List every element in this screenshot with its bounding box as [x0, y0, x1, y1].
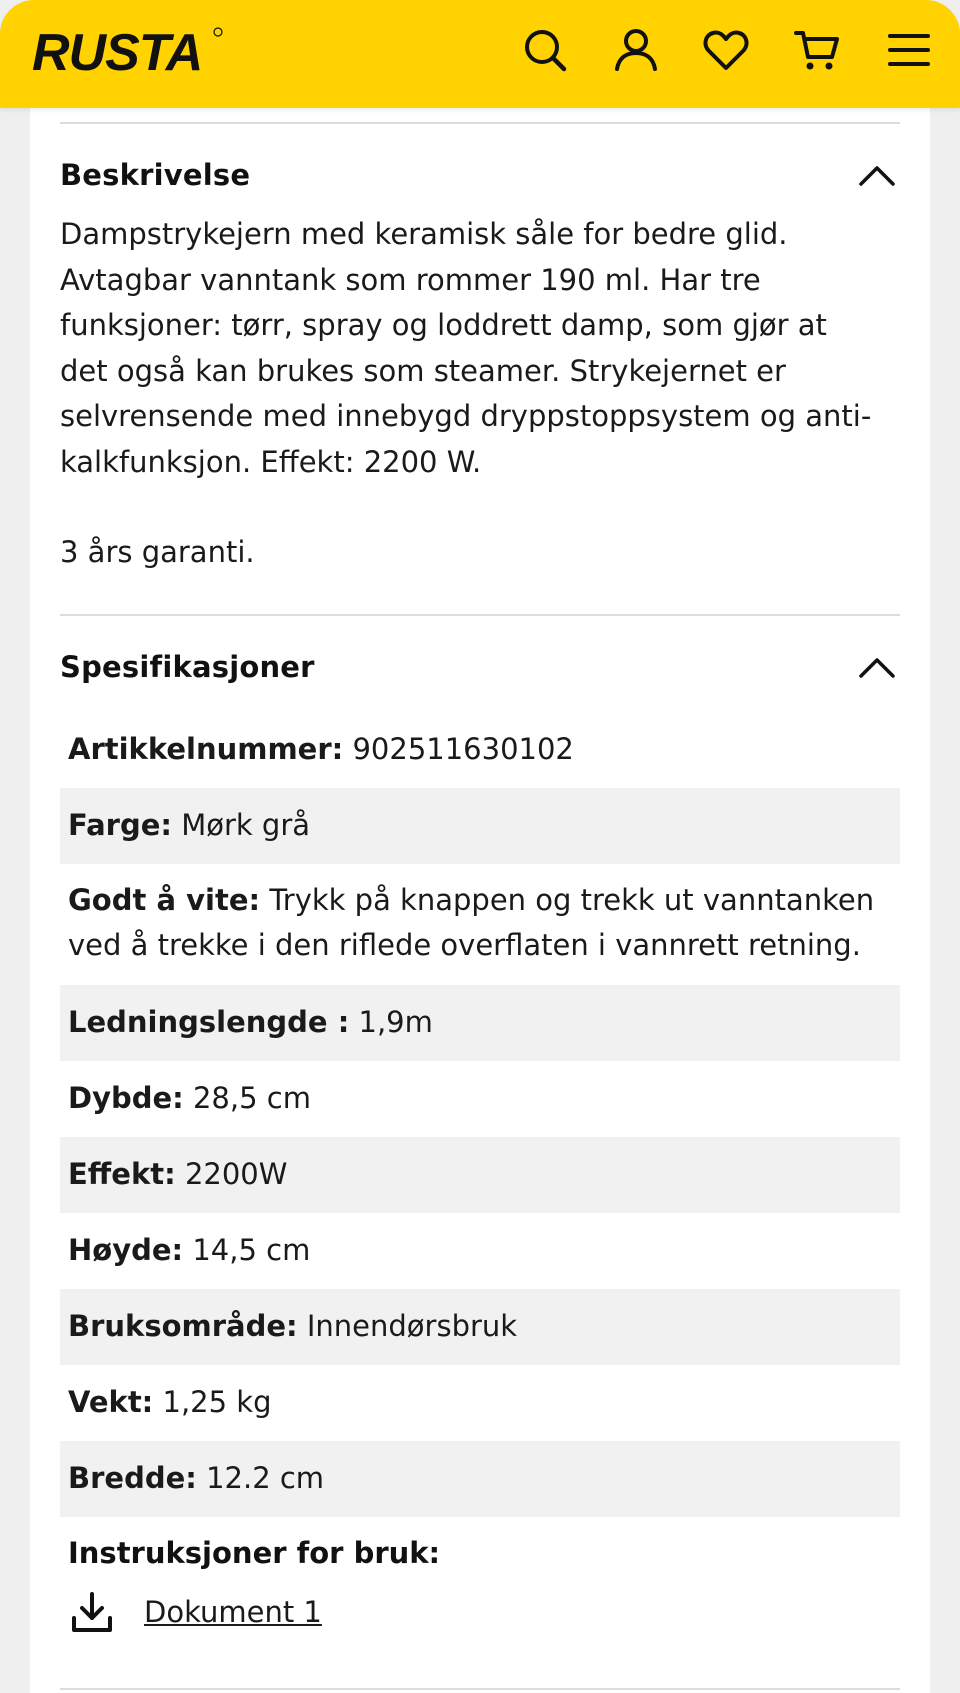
spec-row [60, 1213, 900, 1289]
specifications-list [60, 712, 900, 1640]
spec-value: 2200W [184, 1156, 288, 1191]
chevron-up-icon[interactable] [858, 648, 896, 686]
site-header [0, 0, 960, 108]
accordion-description-header[interactable] [60, 124, 900, 228]
instructions-label: Instruksjoner for bruk: [68, 1535, 441, 1570]
spec-value: 28,5 cm [192, 1080, 311, 1115]
description-text: Dampstrykejern med keramisk såle for bedre glid. Avtagbar vanntank som rommer 190 ml. Har tre funksjoner: tørr, spray og loddrett damp, som gjør at det også kan brukes som steamer. Strykejernet er selvrensende med innebygd dryppstoppsystem og anti-kalkfunksjon. Effekt: 2200 W. [60, 217, 872, 479]
user-icon[interactable] [613, 27, 659, 73]
svg-text:RUSTA: RUSTA [32, 24, 203, 78]
spec-label: Effekt: [68, 1156, 176, 1191]
spec-label: Godt å vite: [68, 882, 261, 917]
chevron-up-icon[interactable] [858, 156, 896, 194]
product-details [60, 122, 900, 1640]
spec-label: Bruksområde: [68, 1308, 298, 1343]
spec-label: Høyde: [68, 1232, 184, 1267]
heart-icon[interactable] [703, 27, 749, 73]
spec-label: Ledningslengde : [68, 1004, 350, 1039]
divider [60, 1688, 900, 1690]
warranty-text: 3 års garanti. [60, 535, 255, 569]
download-icon [70, 1590, 114, 1634]
spec-label: Farge: [68, 807, 173, 842]
spec-label: Vekt: [68, 1384, 154, 1419]
cart-icon[interactable] [794, 27, 840, 73]
document-link-text[interactable]: Dokument 1 [144, 1594, 322, 1629]
spec-row [60, 1137, 900, 1213]
document-download-link[interactable] [68, 1584, 892, 1640]
spec-value: Trykk på knappen og trekk ut vanntanken ved å trekke i den riflede overflaten i vannrett retning. [68, 882, 875, 962]
description-body [60, 212, 900, 614]
accordion-title: Beskrivelse [60, 158, 251, 192]
spec-row [60, 1061, 900, 1137]
spec-label: Bredde: [68, 1460, 197, 1495]
spec-row [60, 1365, 900, 1441]
spec-row [60, 1441, 900, 1517]
spec-row [60, 712, 900, 788]
spec-row [60, 985, 900, 1061]
spec-value: 1,25 kg [162, 1384, 272, 1419]
accordion-title: Spesifikasjoner [60, 649, 315, 684]
spec-label: Artikkelnummer: [68, 731, 344, 766]
spec-value: 12.2 cm [206, 1460, 325, 1495]
spec-row [60, 864, 900, 985]
instructions-section [60, 1517, 900, 1640]
spec-value: Mørk grå [181, 807, 311, 842]
rusta-logo[interactable] [30, 22, 226, 78]
spec-value: 902511630102 [352, 731, 574, 766]
spec-value: 1,9m [358, 1004, 433, 1039]
spec-value: Innendørsbruk [306, 1308, 518, 1343]
accordion-specifications-header[interactable] [60, 616, 900, 720]
spec-label: Dybde: [68, 1080, 184, 1115]
spec-row [60, 788, 900, 864]
spec-row [60, 1289, 900, 1365]
menu-icon[interactable] [886, 27, 932, 73]
search-icon[interactable] [522, 27, 568, 73]
spec-value: 14,5 cm [192, 1232, 311, 1267]
